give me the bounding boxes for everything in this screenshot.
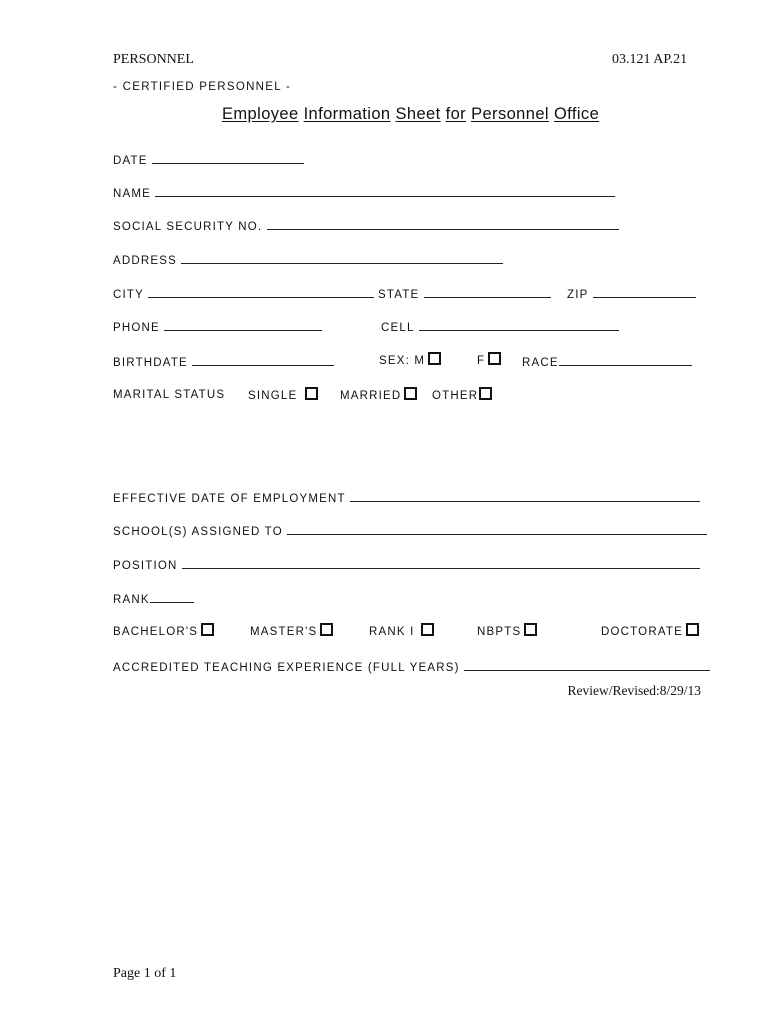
subheading: - CERTIFIED PERSONNEL - [113, 81, 292, 93]
address-label: ADDRESS [113, 255, 177, 267]
sex-f-row [477, 352, 501, 368]
ssn-row [113, 217, 619, 234]
birthdate-row [113, 353, 334, 370]
rank-i-label: RANK I [369, 626, 415, 638]
schools-label: SCHOOL(S) ASSIGNED TO [113, 526, 283, 538]
cell-label: CELL [381, 322, 415, 334]
sex-f-label: F [477, 355, 486, 367]
bachelors-option [113, 623, 214, 639]
teaching-experience-field[interactable] [464, 658, 710, 671]
other-label: OTHER [432, 390, 479, 402]
title-word: Personnel [471, 105, 549, 123]
nbpts-checkbox[interactable] [524, 623, 537, 636]
position-label: POSITION [113, 560, 178, 572]
position-row [113, 556, 700, 573]
sex-label: SEX: M [379, 355, 426, 367]
effective-date-label: EFFECTIVE DATE OF EMPLOYMENT [113, 493, 346, 505]
date-row [113, 151, 304, 168]
name-field[interactable] [155, 184, 615, 197]
city-row [113, 285, 374, 302]
race-row [522, 353, 692, 370]
state-field[interactable] [424, 285, 551, 298]
masters-option [250, 623, 333, 639]
revision-date: Review/Revised:8/29/13 [567, 683, 701, 698]
other-checkbox[interactable] [479, 387, 492, 400]
ssn-field[interactable] [267, 217, 619, 230]
rank-row [113, 590, 194, 607]
city-field[interactable] [148, 285, 374, 298]
schools-field[interactable] [287, 522, 707, 535]
section-heading: PERSONNEL [113, 52, 194, 67]
birthdate-field[interactable] [192, 353, 334, 366]
title-word: Employee [222, 105, 299, 123]
title-word: Sheet [395, 105, 441, 123]
single-label: SINGLE [248, 390, 298, 402]
nbpts-label: NBPTS [477, 626, 522, 638]
position-field[interactable] [182, 556, 700, 569]
title-word: Office [553, 105, 600, 123]
marital-status-label: MARITAL STATUS [113, 389, 226, 401]
phone-label: PHONE [113, 322, 160, 334]
state-row [378, 285, 551, 302]
birthdate-label: BIRTHDATE [113, 357, 188, 369]
cell-field[interactable] [419, 318, 619, 331]
married-label: MARRIED [340, 390, 402, 402]
teaching-experience-row [113, 658, 710, 675]
form-title [222, 105, 599, 124]
sex-f-checkbox[interactable] [488, 352, 501, 365]
zip-row [567, 285, 696, 302]
effective-date-field[interactable] [350, 489, 700, 502]
rank-i-option [369, 623, 434, 639]
cell-row [381, 318, 619, 335]
sex-m-checkbox[interactable] [428, 352, 441, 365]
race-label: RACE [522, 357, 559, 369]
married-option [340, 387, 417, 403]
sex-m-row [379, 352, 441, 368]
doctorate-label: DOCTORATE [601, 626, 683, 638]
race-field[interactable] [559, 353, 692, 366]
address-field[interactable] [181, 251, 503, 264]
rank-label: RANK [113, 594, 150, 606]
teaching-experience-label: ACCREDITED TEACHING EXPERIENCE (FULL YEARS) [113, 662, 460, 674]
single-option [248, 387, 318, 403]
title-word: for [445, 105, 467, 123]
schools-row [113, 522, 707, 539]
address-row [113, 251, 503, 268]
ssn-label: SOCIAL SECURITY NO. [113, 221, 263, 233]
city-label: CITY [113, 289, 144, 301]
masters-label: MASTER'S [250, 626, 318, 638]
state-label: STATE [378, 289, 420, 301]
effective-date-row [113, 489, 700, 506]
single-checkbox[interactable] [305, 387, 318, 400]
masters-checkbox[interactable] [320, 623, 333, 636]
bachelors-label: BACHELOR'S [113, 626, 199, 638]
rank-i-checkbox[interactable] [421, 623, 434, 636]
zip-field[interactable] [593, 285, 696, 298]
other-option [432, 387, 492, 403]
date-field[interactable] [152, 151, 304, 164]
name-label: NAME [113, 188, 152, 200]
name-row [113, 184, 615, 201]
phone-field[interactable] [164, 318, 322, 331]
doctorate-option [601, 623, 699, 639]
bachelors-checkbox[interactable] [201, 623, 214, 636]
page-number: Page 1 of 1 [113, 966, 177, 981]
policy-code: 03.121 AP.21 [612, 52, 688, 67]
phone-row [113, 318, 322, 335]
date-label: DATE [113, 155, 148, 167]
rank-field[interactable] [150, 590, 194, 603]
nbpts-option [477, 623, 537, 639]
zip-label: ZIP [567, 289, 589, 301]
doctorate-checkbox[interactable] [686, 623, 699, 636]
title-word: Information [303, 105, 391, 123]
married-checkbox[interactable] [404, 387, 417, 400]
